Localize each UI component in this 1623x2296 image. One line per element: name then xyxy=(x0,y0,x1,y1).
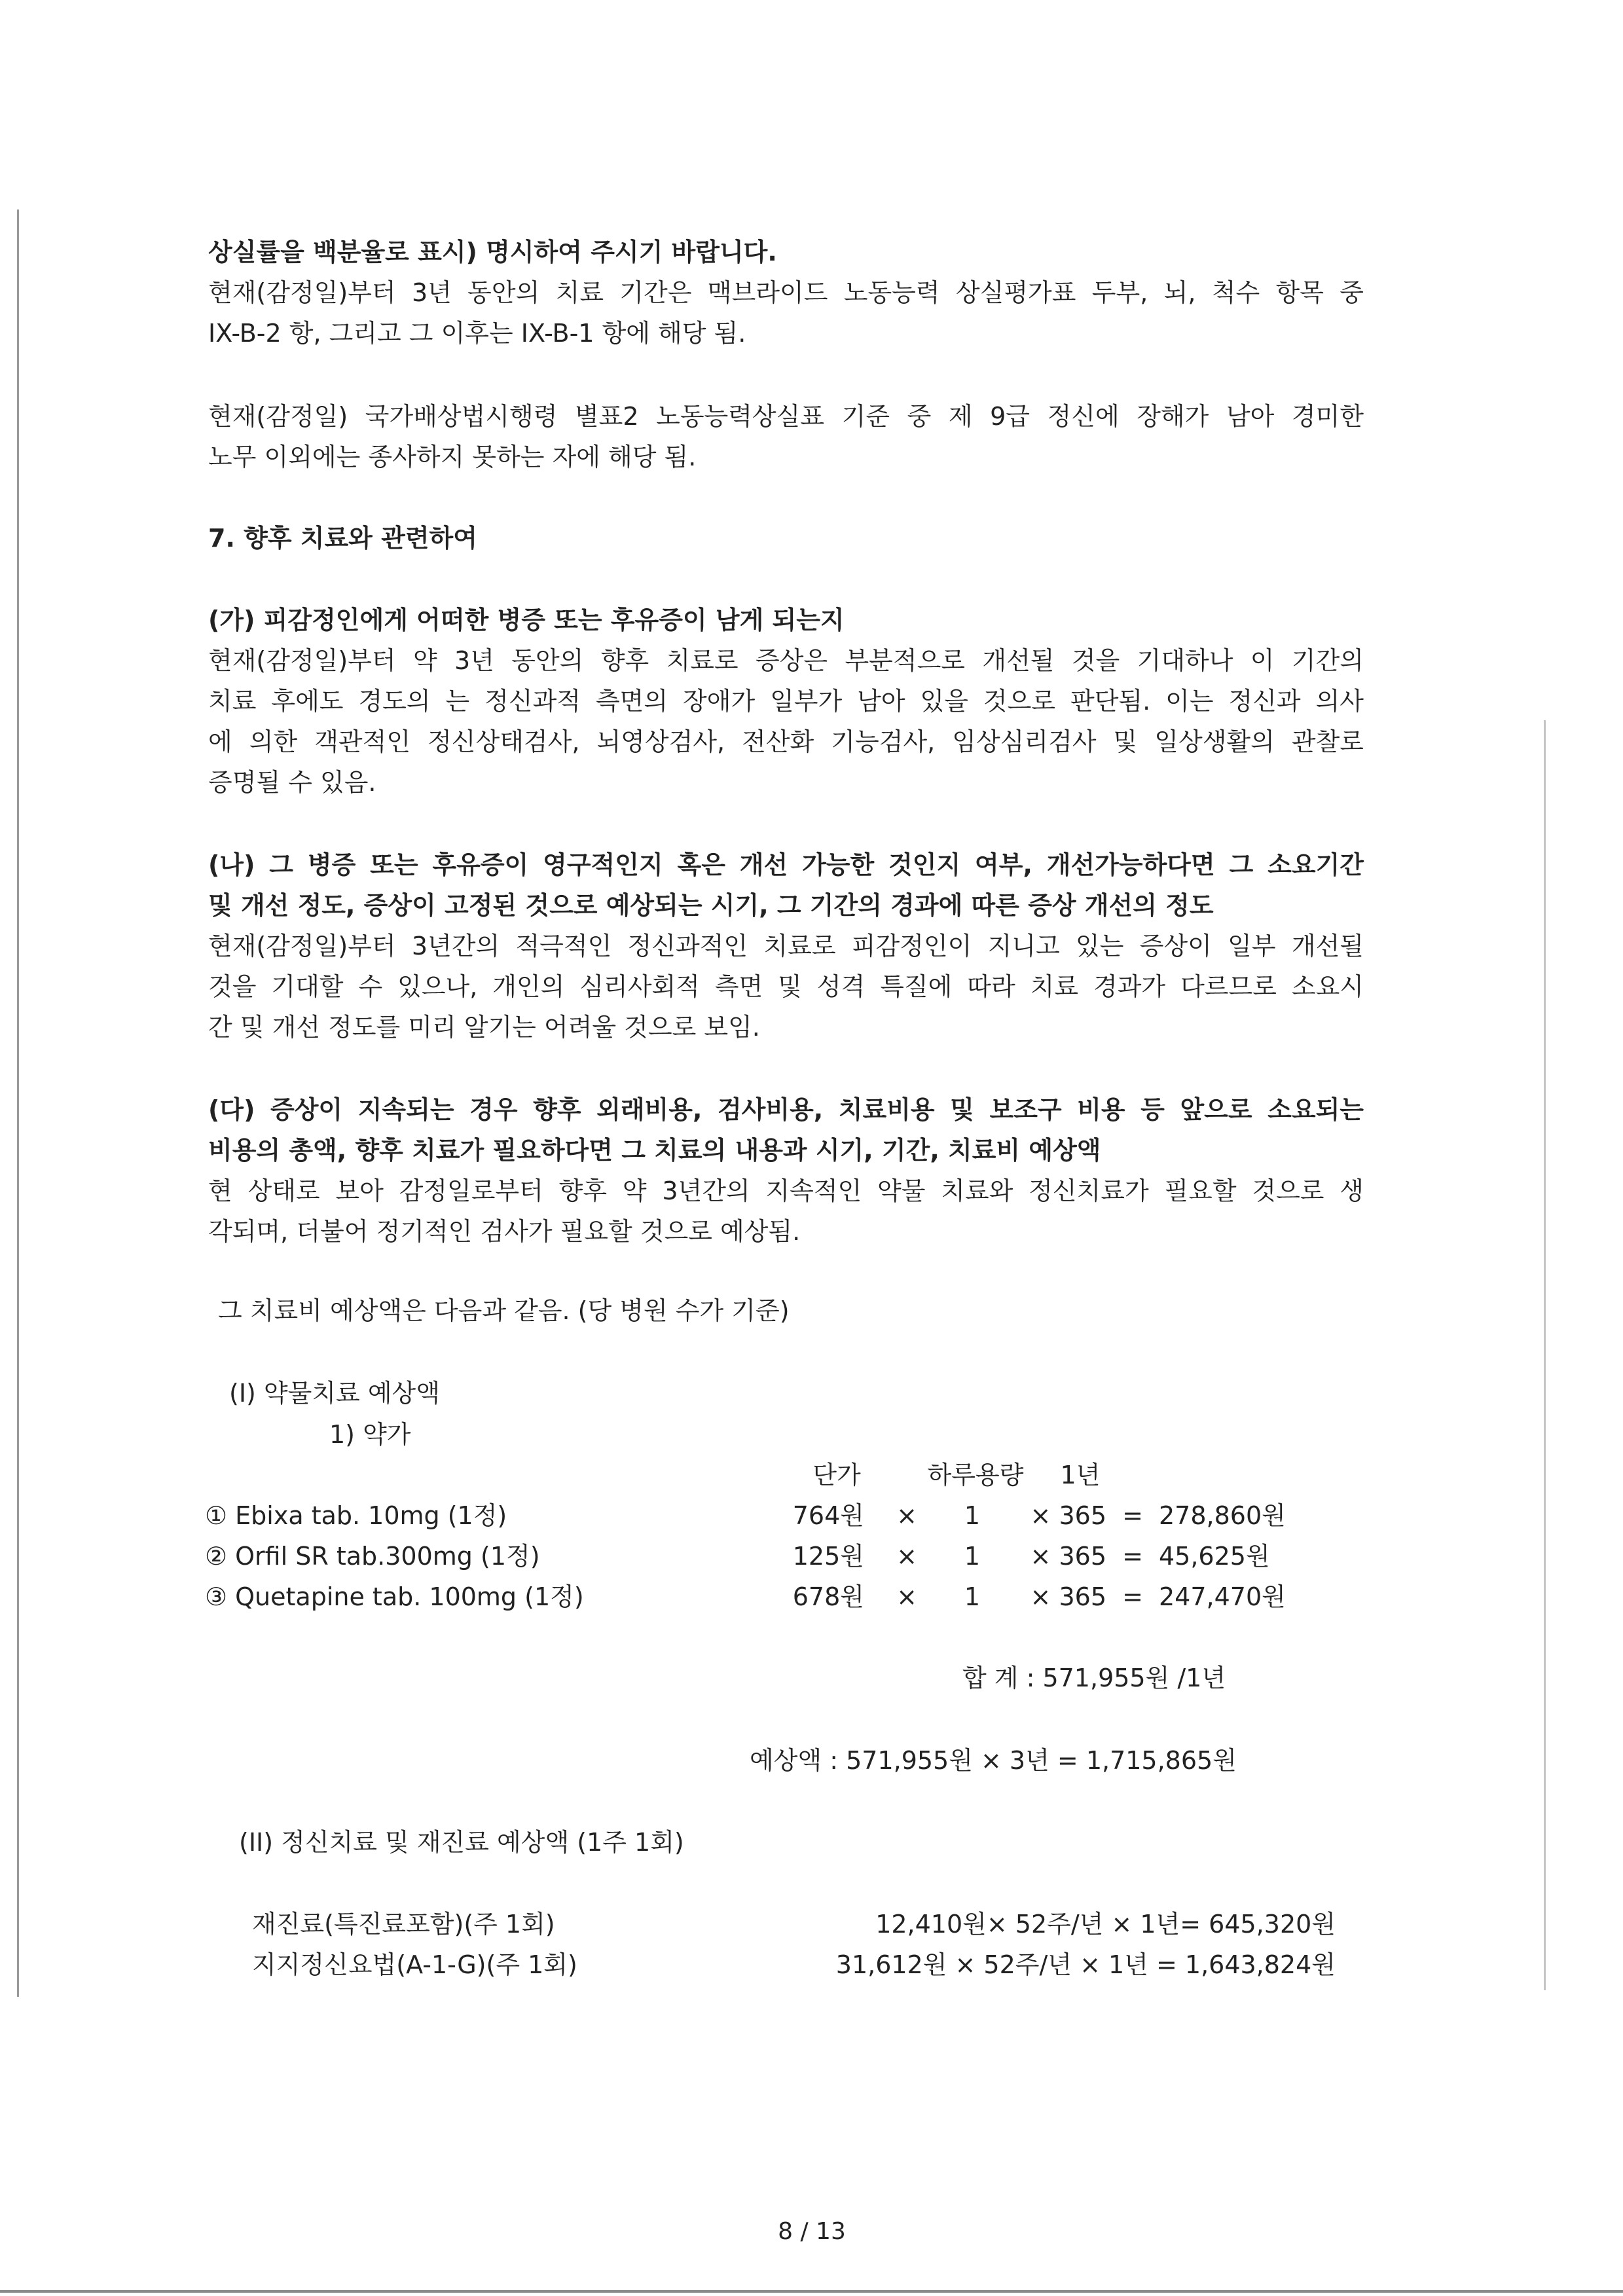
drug-row-eq: = xyxy=(1122,1582,1143,1611)
drug-row-total: 247,470원 xyxy=(1159,1582,1286,1611)
text-line: (나) 그 병증 또는 후유증이 영구적인지 혹은 개선 가능한 것인지 여부, 개선가능하다면 그 소요기간 xyxy=(208,850,1364,879)
drug-row-name: ② Orfil SR tab.300mg (1정) xyxy=(205,1542,540,1571)
text-line: 비용의 총액, 향후 치료가 필요하다면 그 치료의 내용과 시기, 기간, 치료비 예상액 xyxy=(208,1136,1101,1165)
text-line: 간 및 개선 정도를 미리 알기는 어려울 것으로 보임. xyxy=(208,1013,760,1042)
text-line: 에 의한 객관적인 정신상태검사, 뇌영상검사, 전산화 기능검사, 임상심리검사 및 일상생활의 관찰로 xyxy=(208,727,1364,756)
drug-row-price: 125원 xyxy=(792,1542,864,1571)
drug-row-total: 45,625원 xyxy=(1159,1542,1270,1571)
estimate-intro: 그 치료비 예상액은 다음과 같음. (당 병원 수가 기준) xyxy=(218,1296,790,1325)
drug-row-x1: × xyxy=(896,1542,917,1571)
drug-row-days: × 365 xyxy=(1030,1542,1106,1571)
drug-row-total: 278,860원 xyxy=(1159,1501,1286,1530)
text-line: 현 상태로 보아 감정일로부터 향후 약 3년간의 지속적인 약물 치료와 정신치료가 필요할 것으로 생 xyxy=(208,1176,1364,1205)
text-line: IX-B-2 항, 그리고 그 이후는 IX-B-1 항에 해당 됨. xyxy=(208,319,746,348)
drug-row-dose: 1 xyxy=(964,1542,981,1571)
drug-row-dose: 1 xyxy=(964,1582,981,1611)
drug-subtitle: 1) 약가 xyxy=(329,1420,411,1449)
drug-row-dose: 1 xyxy=(964,1501,981,1530)
text-line: 및 개선 정도, 증상이 고정된 것으로 예상되는 시기, 그 기간의 경과에 따른 증상 개선의 정도 xyxy=(208,891,1214,920)
drug-sum: 합 계 : 571,955원 /1년 xyxy=(962,1664,1226,1692)
drug-row-name: ③ Quetapine tab. 100mg (1정) xyxy=(205,1582,584,1611)
psych-row-name: 지지정신요법(A-1-G)(주 1회) xyxy=(252,1950,577,1979)
drug-row-x1: × xyxy=(896,1582,917,1611)
page-number: 8 / 13 xyxy=(778,2218,846,2245)
text-line: (다) 증상이 지속되는 경우 향후 외래비용, 검사비용, 치료비용 및 보조구 비용 등 앞으로 소요되는 xyxy=(208,1095,1364,1124)
drug-row-eq: = xyxy=(1122,1501,1143,1530)
drug-row-days: × 365 xyxy=(1030,1501,1106,1530)
psych-section-title: (II) 정신치료 및 재진료 예상액 (1주 1회) xyxy=(239,1828,684,1857)
header-daily-dose: 하루용량 xyxy=(927,1461,1024,1489)
header-unit-price: 단가 xyxy=(812,1461,861,1489)
text-line: 현재(감정일)부터 약 3년 동안의 향후 치료로 증상은 부분적으로 개선될 것을 기대하나 이 기간의 xyxy=(208,646,1364,675)
text-line: 노무 이외에는 종사하지 못하는 자에 해당 됨. xyxy=(208,443,697,471)
drug-row-eq: = xyxy=(1122,1542,1143,1571)
text-line: 것을 기대할 수 있으나, 개인의 심리사회적 측면 및 성격 특질에 따라 치료 경과가 다르므로 소요시 xyxy=(208,972,1364,1001)
scan-edge-left xyxy=(17,210,19,1997)
drug-row-price: 678원 xyxy=(792,1582,864,1611)
text-line: 각되며, 더불어 정기적인 검사가 필요할 것으로 예상됨. xyxy=(208,1217,801,1246)
scan-edge-bottom xyxy=(0,2290,1623,2293)
text-line: 증명될 수 있음. xyxy=(208,768,376,797)
drug-row-name: ① Ebixa tab. 10mg (1정) xyxy=(205,1501,507,1530)
text-line: 상실률을 백분율로 표시) 명시하여 주시기 바랍니다. xyxy=(208,238,777,266)
text-line: 현재(감정일) 국가배상법시행령 별표2 노동능력상실표 기준 중 제 9급 정신에 장해가 남아 경미한 xyxy=(208,402,1364,431)
psych-row-name: 재진료(특진료포함)(주 1회) xyxy=(252,1910,555,1939)
scan-edge-right xyxy=(1544,720,1546,1990)
text-line: 현재(감정일)부터 3년간의 적극적인 정신과적인 치료로 피감정인이 지니고 있는 증상이 일부 개선될 xyxy=(208,932,1364,960)
drug-row-days: × 365 xyxy=(1030,1582,1106,1611)
psych-row-calc: 12,410원× 52주/년 × 1년= 645,320원 xyxy=(875,1910,1336,1939)
psych-row-calc: 31,612원 × 52주/년 × 1년 = 1,643,824원 xyxy=(835,1950,1336,1979)
drug-row-x1: × xyxy=(896,1501,917,1530)
text-line: 현재(감정일)부터 3년 동안의 치료 기간은 맥브라이드 노동능력 상실평가표 두부, 뇌, 척수 항목 중 xyxy=(208,278,1364,307)
drug-row-price: 764원 xyxy=(792,1501,864,1530)
drug-estimate: 예상액 : 571,955원 × 3년 = 1,715,865원 xyxy=(750,1746,1237,1775)
header-year: 1년 xyxy=(1060,1461,1101,1489)
text-line: (가) 피감정인에게 어떠한 병증 또는 후유증이 남게 되는지 xyxy=(208,606,845,634)
section-7-heading: 7. 향후 치료와 관련하여 xyxy=(208,524,477,553)
text-line: 치료 후에도 경도의 는 정신과적 측면의 장애가 일부가 남아 있을 것으로 판단됨. 이는 정신과 의사 xyxy=(208,687,1364,716)
drug-section-title: (Ⅰ) 약물치료 예상액 xyxy=(229,1379,440,1408)
